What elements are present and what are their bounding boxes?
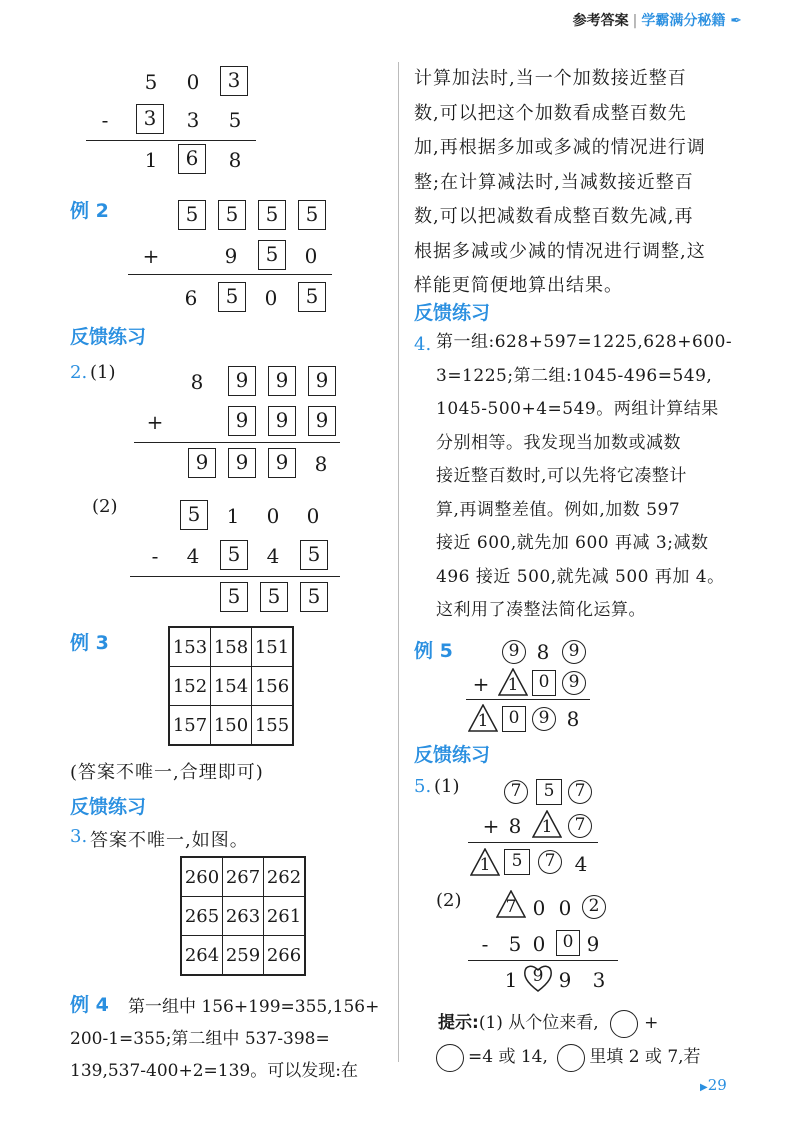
text-line: 根据多减或少减的情况进行调整,这 — [414, 240, 706, 262]
grid-cell: 153 — [169, 627, 211, 667]
digit: 9 — [586, 932, 600, 956]
answer-box: 5 — [220, 582, 248, 612]
triangle-value: 1 — [541, 817, 553, 837]
triangle-digit — [496, 890, 526, 918]
answer-box: 5 — [300, 540, 328, 570]
hint-text: =4 或 14, — [468, 1047, 548, 1067]
grid-cell: 263 — [223, 897, 264, 936]
example-3-note: (答案不唯一,合理即可) — [70, 762, 264, 783]
question-5-part-1: (1) — [434, 776, 460, 797]
circle-digit: 9 — [532, 707, 556, 731]
digit: 3 — [592, 968, 606, 992]
answer-box: 5 — [178, 200, 206, 230]
answer-box: 5 — [298, 200, 326, 230]
grid-cell: 151 — [252, 627, 294, 667]
feedback-heading: 反馈练习 — [70, 326, 147, 348]
text-line: 计算加法时,当一个加数接近整百 — [414, 68, 687, 89]
text-line: 第一组:628+597=1225,628+600- — [436, 332, 733, 352]
plus-sign: + — [146, 410, 164, 434]
digit: 4 — [266, 544, 280, 568]
answer-box: 9 — [188, 448, 216, 478]
answer-box: 5 — [180, 500, 208, 530]
digit: 1 — [226, 504, 240, 528]
plus-sign: + — [482, 814, 500, 838]
hint-text: (1) 从个位来看, — [478, 1013, 599, 1033]
answer-box: 5 — [536, 779, 562, 805]
question-3-text: 答案不唯一,如图。 — [90, 830, 249, 851]
digit: 3 — [186, 108, 200, 132]
answer-box: 5 — [300, 582, 328, 612]
sum-line — [128, 274, 332, 275]
triangle-value: 1 — [477, 711, 489, 731]
answer-box: 9 — [308, 406, 336, 436]
digit: 5 — [144, 70, 158, 94]
answer-box: 0 — [532, 670, 556, 696]
answer-box: 9 — [268, 406, 296, 436]
digit: 0 — [306, 504, 320, 528]
digit: 6 — [184, 286, 198, 310]
answer-box: 0 — [502, 706, 526, 732]
text-line: 加,再根据多加或多减的情况进行调 — [414, 137, 706, 158]
blank-circle-icon — [610, 1010, 638, 1038]
text-line: 3=1225;第二组:1045-496=549, — [436, 365, 713, 386]
grid-cell: 152 — [169, 667, 211, 706]
grid-cell: 267 — [223, 857, 264, 897]
example-2-label: 例 2 — [70, 200, 109, 222]
feedback-heading: 反馈练习 — [414, 302, 491, 324]
digit: 8 — [508, 814, 522, 838]
circle-digit: 9 — [502, 640, 526, 664]
hint-line-2 — [436, 1042, 701, 1072]
question-4-answer — [436, 326, 786, 628]
example-3-label: 例 3 — [70, 632, 109, 654]
hint-label: 提示: — [438, 1013, 479, 1033]
triangle-value: 1 — [479, 855, 491, 875]
digit: 0 — [304, 244, 318, 268]
circle-digit: 7 — [538, 850, 562, 874]
magic-square-example-3 — [168, 626, 294, 746]
digit: 0 — [264, 286, 278, 310]
text-line: 接近整百数时,可以先将它凑整计 — [436, 466, 687, 486]
plus-sign: + — [142, 244, 160, 268]
page-number — [700, 1076, 727, 1094]
grid-cell: 157 — [169, 706, 211, 746]
page-header — [573, 10, 742, 30]
digit: 0 — [186, 70, 200, 94]
grid-cell: 260 — [181, 857, 223, 897]
triangle-right-icon: ▶ — [700, 1082, 708, 1093]
digit: 8 — [536, 640, 550, 664]
text-line: 整;在计算减法时,当减数接近整百 — [414, 171, 694, 193]
triangle-digit — [532, 810, 562, 838]
text-line: 496 接近 500,就先减 500 再加 4。 — [436, 566, 725, 587]
circle-digit: 9 — [562, 671, 586, 695]
feedback-heading: 反馈练习 — [70, 796, 147, 818]
sum-line — [468, 960, 618, 961]
header-title-answers: 参考答案 — [572, 13, 629, 29]
question-5-part-2: (2) — [436, 890, 462, 911]
minus-sign: - — [101, 108, 109, 132]
triangle-digit — [470, 848, 500, 876]
answer-box: 5 — [504, 849, 530, 875]
digit: 5 — [508, 932, 522, 956]
grid-cell: 155 — [252, 706, 294, 746]
minus-sign: - — [151, 544, 159, 568]
example-4-line-3: 139,537-400+2=139。可以发现:在 — [70, 1061, 358, 1081]
digit: 8 — [228, 148, 242, 172]
answer-box: 9 — [228, 448, 256, 478]
digit: 1 — [144, 148, 158, 172]
text-line: 1045-500+4=549。两组计算结果 — [436, 399, 719, 419]
example-4-label: 例 4 — [70, 994, 109, 1016]
grid-cell: 150 — [211, 706, 252, 746]
blank-circle-icon — [557, 1044, 585, 1072]
circle-digit: 7 — [568, 780, 592, 804]
header-title-brand: 学霸满分秘籍 — [641, 13, 726, 29]
answer-box: 5 — [258, 200, 286, 230]
sum-line — [130, 576, 340, 577]
hint-text: + — [644, 1013, 659, 1033]
text-line: 数,可以把减数看成整百数先减,再 — [414, 206, 694, 227]
magic-square-question-3 — [180, 856, 306, 976]
answer-box: 5 — [218, 282, 246, 312]
digit: 8 — [566, 707, 580, 731]
grid-cell: 154 — [211, 667, 252, 706]
circle-digit: 2 — [582, 895, 606, 919]
feedback-heading: 反馈练习 — [414, 744, 491, 766]
grid-cell: 259 — [223, 936, 264, 976]
grid-cell: 265 — [181, 897, 223, 936]
digit: 9 — [558, 968, 572, 992]
answer-box: 9 — [228, 366, 256, 396]
triangle-digit — [498, 668, 528, 696]
answer-box: 9 — [268, 448, 296, 478]
text-line: 数,可以把这个加数看成整百数先 — [414, 102, 687, 124]
text-line: 样能更简便地算出结果。 — [414, 275, 623, 296]
example-5-label: 例 5 — [414, 640, 453, 662]
text-line: 分别相等。我发现当加数或减数 — [436, 432, 681, 453]
digit: 4 — [186, 544, 200, 568]
sum-line — [134, 442, 340, 443]
answer-box: 5 — [258, 240, 286, 270]
pen-icon: ✒ — [730, 13, 742, 29]
digit: 8 — [314, 452, 328, 476]
question-4-number: 4. — [414, 334, 432, 355]
answer-box: 3 — [136, 104, 164, 134]
method-explanation — [414, 62, 784, 304]
heart-value: 9 — [532, 966, 544, 986]
answer-box: 5 — [220, 540, 248, 570]
text-line: 算,再调整差值。例如,加数 597 — [436, 499, 681, 520]
question-3-number: 3. — [70, 826, 88, 847]
column-divider — [398, 62, 399, 1062]
question-2-part-2: (2) — [92, 496, 118, 517]
grid-cell: 266 — [264, 936, 306, 976]
circle-digit: 9 — [562, 640, 586, 664]
example-4-line-2: 200-1=355;第二组中 537-398= — [70, 1029, 330, 1049]
minus-sign: - — [481, 932, 489, 956]
blank-circle-icon — [436, 1044, 464, 1072]
digit: 4 — [574, 852, 588, 876]
sum-line — [468, 842, 598, 843]
page-number-value: 29 — [707, 1076, 727, 1094]
hint-line-1 — [438, 1008, 658, 1038]
answer-box: 6 — [178, 144, 206, 174]
digit: 0 — [532, 932, 546, 956]
answer-box: 9 — [268, 366, 296, 396]
digit: 0 — [266, 504, 280, 528]
text-line: 这利用了凑整法简化运算。 — [436, 600, 646, 620]
triangle-value: 1 — [507, 675, 519, 695]
question-2-number: 2. — [70, 362, 88, 383]
answer-box: 0 — [556, 930, 580, 956]
hint-text: 里填 2 或 7,若 — [589, 1047, 701, 1067]
example-4-line-1: 第一组中 156+199=355,156+ — [128, 997, 380, 1017]
text-line: 接近 600,就先加 600 再减 3;减数 — [436, 533, 709, 553]
triangle-value: 7 — [505, 897, 517, 917]
grid-cell: 264 — [181, 936, 223, 976]
answer-box: 3 — [220, 66, 248, 96]
grid-cell: 158 — [211, 627, 252, 667]
answer-box: 5 — [298, 282, 326, 312]
grid-cell: 156 — [252, 667, 294, 706]
digit: 1 — [504, 968, 518, 992]
digit: 8 — [190, 370, 204, 394]
digit: 0 — [532, 896, 546, 920]
grid-cell: 261 — [264, 897, 306, 936]
circle-digit: 7 — [568, 814, 592, 838]
circle-digit: 7 — [504, 780, 528, 804]
header-separator: | — [632, 13, 638, 29]
digit: 0 — [558, 896, 572, 920]
digit: 5 — [228, 108, 242, 132]
sum-line — [86, 140, 256, 141]
answer-box: 9 — [308, 366, 336, 396]
plus-sign: + — [472, 672, 490, 696]
digit: 9 — [224, 244, 238, 268]
question-2-part-1: (1) — [90, 362, 116, 383]
triangle-digit — [468, 704, 498, 732]
grid-cell: 262 — [264, 857, 306, 897]
answer-box: 5 — [218, 200, 246, 230]
sum-line — [466, 699, 590, 700]
question-5-number: 5. — [414, 776, 432, 797]
answer-box: 9 — [228, 406, 256, 436]
answer-box: 5 — [260, 582, 288, 612]
